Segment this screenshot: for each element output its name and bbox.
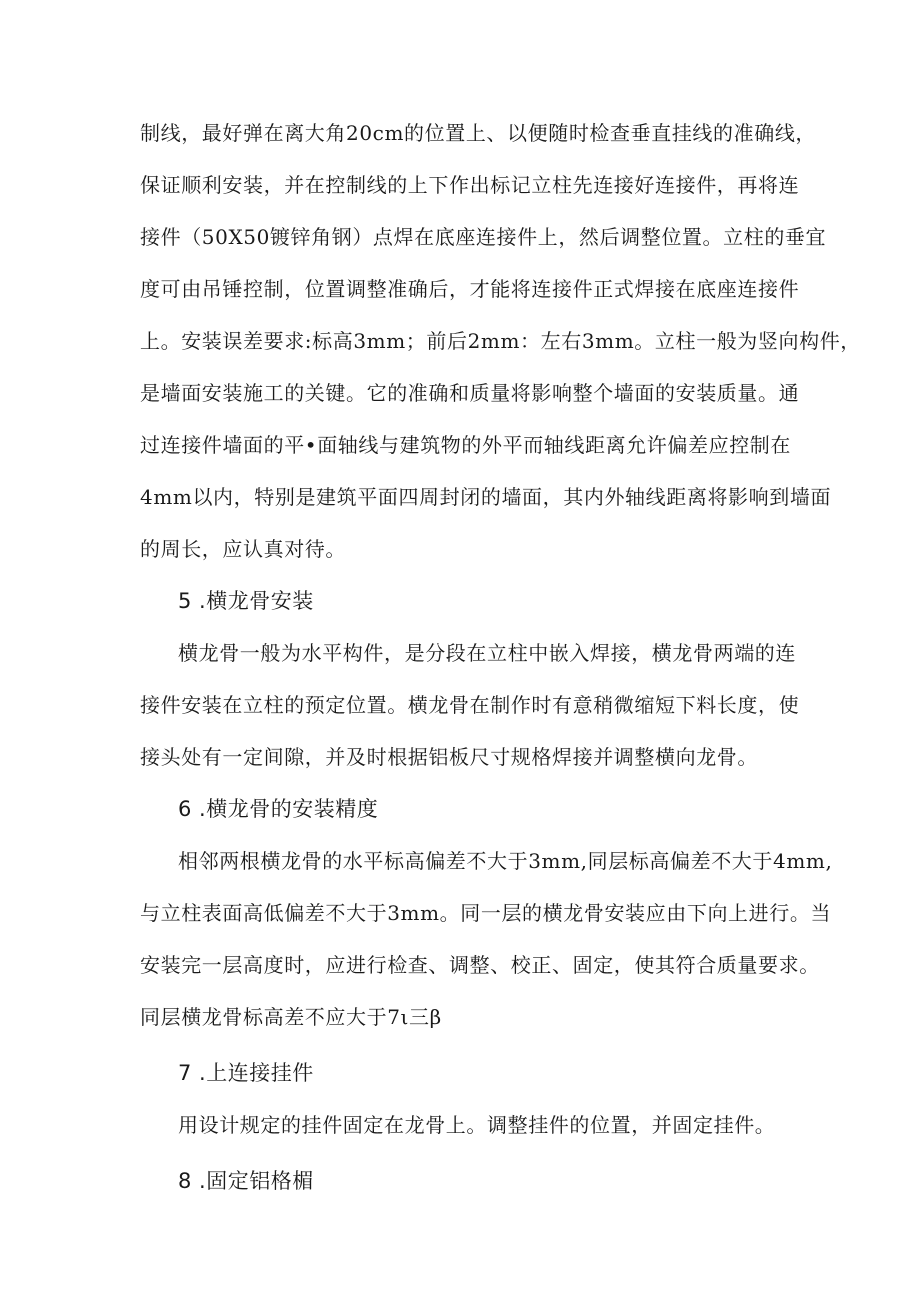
section-6-heading: 6 .横龙骨的安装精度: [178, 797, 379, 821]
paragraph-line: 接件（50X50镀锌角钢）点焊在底座连接件上，然后调整位置。立柱的垂宜: [140, 225, 827, 249]
paragraph-line: 上。安装误差要求:标高3mm；前后2mm：左右3mm。立柱一般为竖向构件，: [140, 329, 861, 353]
paragraph-line: 的周长，应认真对待。: [140, 537, 346, 561]
paragraph-line: 接头处有一定间隙，并及时根据铝板尺寸规格焊接并调整横向龙骨。: [140, 745, 758, 769]
paragraph-line: 横龙骨一般为水平构件，是分段在立柱中嵌入焊接，横龙骨两端的连: [178, 641, 796, 665]
paragraph-line: 过连接件墙面的平•面轴线与建筑物的外平而轴线距离允许偏差应控制在: [140, 433, 791, 457]
paragraph-line: 与立柱表面高低偏差不大于3mm。同一层的横龙骨安装应由下向上进行。当: [140, 901, 832, 925]
paragraph-line: 同层横龙骨标高差不应大于7ι三β: [140, 1005, 442, 1029]
paragraph-line: 用设计规定的挂件固定在龙骨上。调整挂件的位置，并固定挂件。: [178, 1113, 776, 1137]
paragraph-line: 4mm以内，特别是建筑平面四周封闭的墙面，其内外轴线距离将影响到墙面: [140, 485, 832, 509]
paragraph-line: 接件安装在立柱的预定位置。横龙骨在制作时有意稍微缩短下料长度，使: [140, 693, 800, 717]
paragraph-line: 安装完一层高度时，应进行检查、调整、校正、固定，使其符合质量要求。: [140, 953, 820, 977]
section-8-heading: 8 .固定铝格楣: [178, 1169, 314, 1193]
section-7-heading: 7 .上连接挂件: [178, 1061, 314, 1085]
section-5-heading: 5 .横龙骨安装: [178, 589, 314, 613]
paragraph-line: 度可由吊锤控制，位置调整准确后，才能将连接件正式焊接在底座连接件: [140, 277, 800, 301]
paragraph-line: 相邻两根横龙骨的水平标高偏差不大于3mm,同层标高偏差不大于4mm,: [178, 849, 833, 873]
paragraph-line: 制线，最好弹在离大角20cm的位置上、以便随时检查垂直挂线的准确线，: [140, 121, 817, 145]
paragraph-line: 是墙面安装施工的关键。它的准确和质量将影响整个墙面的安装质量。通: [140, 381, 800, 405]
paragraph-line: 保证顺利安装，并在控制线的上下作出标记立柱先连接好连接件，再将连: [140, 173, 800, 197]
